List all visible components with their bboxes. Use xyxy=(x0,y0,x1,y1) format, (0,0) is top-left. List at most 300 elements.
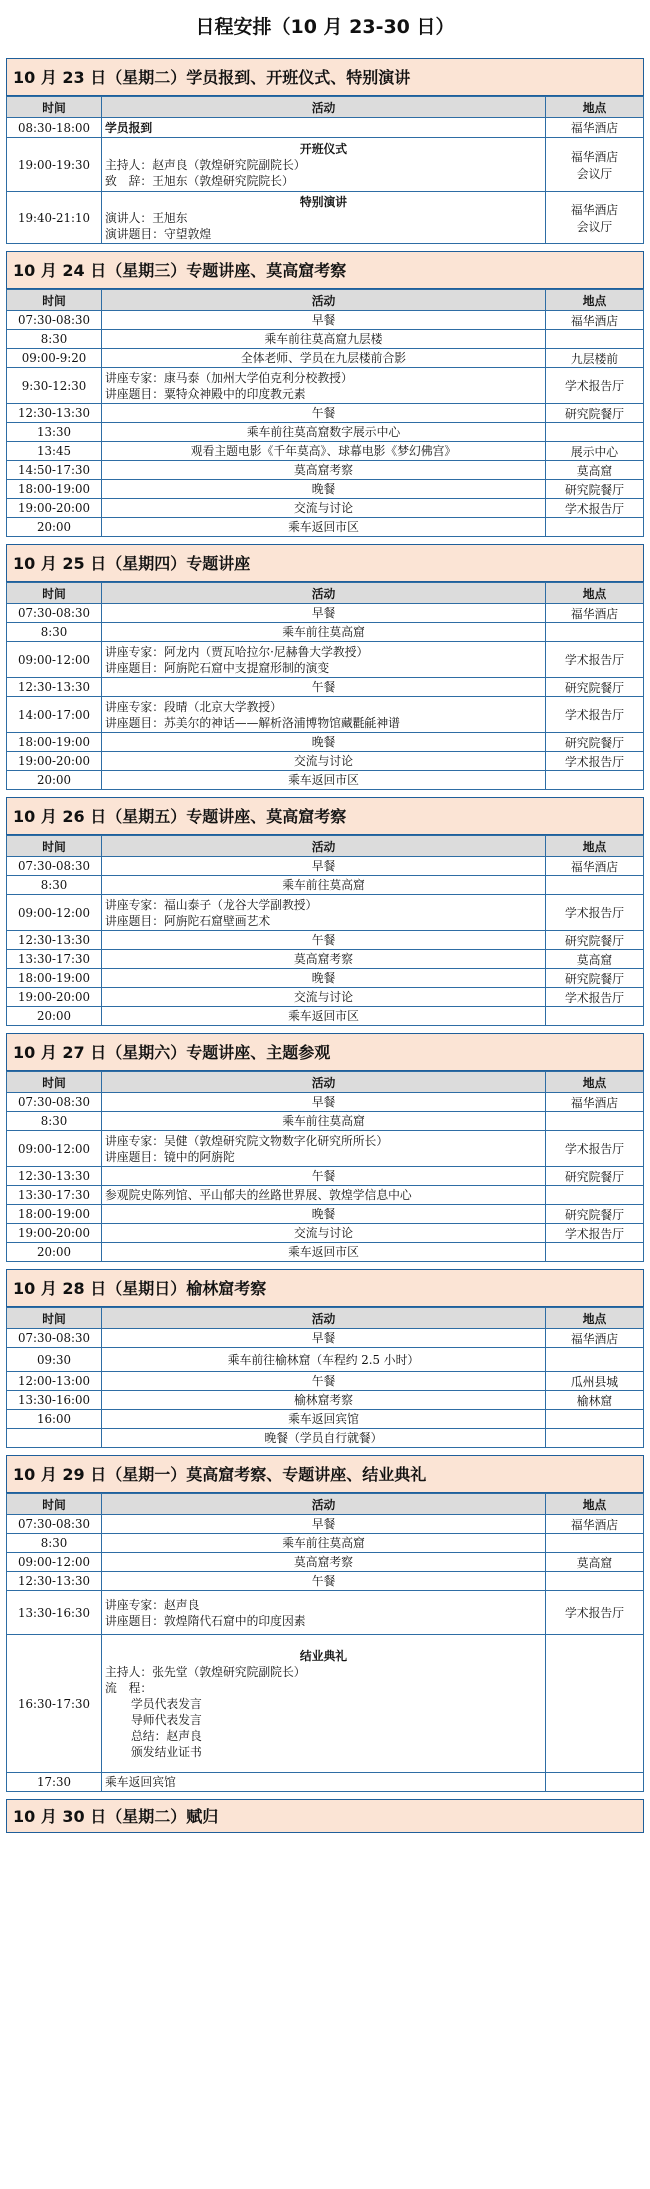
table-row xyxy=(7,1429,644,1448)
location-cell: 研究院餐厅 xyxy=(546,733,644,752)
activity-cell xyxy=(102,1410,546,1429)
activity-line: 交流与讨论 xyxy=(294,990,353,1004)
activity-line: 乘车前往榆林窟（车程约 2.5 小时） xyxy=(227,1352,420,1367)
table-row xyxy=(7,857,644,876)
activity-cell xyxy=(102,1515,546,1534)
location-cell xyxy=(546,1429,644,1448)
day-section xyxy=(6,58,644,244)
activity-cell xyxy=(102,1167,546,1186)
activity-line: 午餐 xyxy=(311,1374,336,1388)
activity-cell xyxy=(102,895,546,931)
activity-line: 午餐 xyxy=(311,933,336,947)
location-cell xyxy=(546,1410,644,1429)
activity-line: 讲座题目：阿旃陀石窟壁画艺术 xyxy=(105,913,271,928)
activity-line: 晚餐 xyxy=(311,482,336,496)
schedule-table xyxy=(6,582,644,790)
time-cell: 8:30 xyxy=(7,623,102,642)
time-cell: 12:00-13:00 xyxy=(7,1372,102,1391)
time-cell: 09:00-12:00 xyxy=(7,1131,102,1167)
activity-line: 交流与讨论 xyxy=(294,754,353,768)
table-row xyxy=(7,118,644,138)
table-row xyxy=(7,876,644,895)
location-header: 地点 xyxy=(546,1494,644,1515)
activity-cell xyxy=(102,1553,546,1572)
activity-line: 全体老师、学员在九层楼前合影 xyxy=(240,351,407,365)
activity-header: 活动 xyxy=(102,290,546,311)
time-cell: 13:30 xyxy=(7,423,102,442)
day-heading: 10 月 23 日（星期二）学员报到、开班仪式、特别演讲 xyxy=(6,58,644,96)
activity-header: 活动 xyxy=(102,1494,546,1515)
schedule-table xyxy=(6,1071,644,1262)
activity-line: 早餐 xyxy=(311,1517,336,1531)
location-cell xyxy=(546,423,644,442)
location-header: 地点 xyxy=(546,290,644,311)
activity-line: 参观院史陈列馆、平山郁夫的丝路世界展、敦煌学信息中心 xyxy=(105,1188,412,1202)
location-cell: 研究院餐厅 xyxy=(546,1205,644,1224)
activity-line: 午餐 xyxy=(311,406,336,420)
activity-line: 早餐 xyxy=(311,859,336,873)
time-cell: 07:30-08:30 xyxy=(7,311,102,330)
activity-header: 活动 xyxy=(102,1308,546,1329)
time-cell: 19:00-19:30 xyxy=(7,138,102,192)
time-cell: 13:30-16:00 xyxy=(7,1391,102,1410)
activity-line: 总结：赵声良 xyxy=(131,1728,202,1743)
activity-cell xyxy=(102,771,546,790)
time-cell: 17:30 xyxy=(7,1773,102,1792)
location-cell: 展示中心 xyxy=(546,442,644,461)
table-header-row xyxy=(7,290,644,311)
location-cell: 研究院餐厅 xyxy=(546,931,644,950)
activity-cell xyxy=(102,1093,546,1112)
activity-cell xyxy=(102,1635,546,1773)
activity-line: 乘车返回宾馆 xyxy=(288,1412,359,1426)
location-cell: 福华酒店 xyxy=(546,118,644,138)
time-cell: 9:30-12:30 xyxy=(7,368,102,404)
activity-cell xyxy=(102,1534,546,1553)
time-cell: 8:30 xyxy=(7,1112,102,1131)
activity-cell xyxy=(102,1112,546,1131)
activity-line: 主持人：张先堂（敦煌研究院副院长） xyxy=(105,1664,306,1679)
time-header: 时间 xyxy=(7,290,102,311)
time-cell: 19:00-20:00 xyxy=(7,988,102,1007)
activity-line: 讲座题目：敦煌隋代石窟中的印度因素 xyxy=(105,1613,306,1628)
activity-line: 早餐 xyxy=(311,1331,336,1345)
table-row xyxy=(7,1007,644,1026)
time-cell: 09:00-9:20 xyxy=(7,349,102,368)
activity-cell xyxy=(102,442,546,461)
activity-cell xyxy=(102,138,546,192)
schedule-table xyxy=(6,1307,644,1448)
location-header: 地点 xyxy=(546,583,644,604)
table-row xyxy=(7,931,644,950)
location-header: 地点 xyxy=(546,836,644,857)
time-cell: 16:00 xyxy=(7,1410,102,1429)
time-cell: 13:30-17:30 xyxy=(7,1186,102,1205)
location-cell: 学术报告厅 xyxy=(546,697,644,733)
table-row xyxy=(7,1131,644,1167)
location-cell: 研究院餐厅 xyxy=(546,1167,644,1186)
time-cell: 12:30-13:30 xyxy=(7,1167,102,1186)
table-row xyxy=(7,1410,644,1429)
day-heading: 10 月 26 日（星期五）专题讲座、莫高窟考察 xyxy=(6,797,644,835)
time-cell: 18:00-19:00 xyxy=(7,480,102,499)
table-header-row xyxy=(7,97,644,118)
location-cell: 研究院餐厅 xyxy=(546,969,644,988)
activity-cell xyxy=(102,1372,546,1391)
activity-cell xyxy=(102,1591,546,1635)
time-cell: 20:00 xyxy=(7,1243,102,1262)
location-cell xyxy=(546,1243,644,1262)
activity-header: 活动 xyxy=(102,1072,546,1093)
table-row xyxy=(7,1329,644,1348)
table-row xyxy=(7,499,644,518)
activity-line: 交流与讨论 xyxy=(294,1226,353,1240)
day-section xyxy=(6,797,644,1026)
time-cell: 09:00-12:00 xyxy=(7,895,102,931)
table-row xyxy=(7,1534,644,1553)
location-cell: 福华酒店 会议厅 xyxy=(546,138,644,192)
activity-line: 主持人：赵声良（敦煌研究院副院长） xyxy=(105,157,306,172)
time-cell xyxy=(7,1429,102,1448)
schedule-table xyxy=(6,96,644,244)
time-cell: 8:30 xyxy=(7,876,102,895)
table-row xyxy=(7,697,644,733)
activity-header: 活动 xyxy=(102,97,546,118)
table-row xyxy=(7,752,644,771)
activity-line: 讲座题目：阿旃陀石窟中支提窟形制的演变 xyxy=(105,660,330,675)
location-cell: 福华酒店 xyxy=(546,311,644,330)
location-cell xyxy=(546,1534,644,1553)
location-cell: 学术报告厅 xyxy=(546,1591,644,1635)
location-cell xyxy=(546,1186,644,1205)
location-cell xyxy=(546,1112,644,1131)
time-cell: 20:00 xyxy=(7,771,102,790)
activity-header: 活动 xyxy=(102,583,546,604)
time-header: 时间 xyxy=(7,1072,102,1093)
schedule-table xyxy=(6,289,644,537)
activity-line: 乘车前往莫高窟 xyxy=(282,1114,365,1128)
activity-cell xyxy=(102,733,546,752)
activity-cell xyxy=(102,192,546,244)
time-cell: 13:30-17:30 xyxy=(7,950,102,969)
location-cell: 福华酒店 xyxy=(546,857,644,876)
time-cell: 09:00-12:00 xyxy=(7,642,102,678)
table-row xyxy=(7,1572,644,1591)
location-cell xyxy=(546,1007,644,1026)
activity-line: 致 辞：王旭东（敦煌研究院院长） xyxy=(105,173,294,188)
activity-line: 午餐 xyxy=(311,680,336,694)
table-row xyxy=(7,1224,644,1243)
activity-cell xyxy=(102,518,546,537)
activity-cell xyxy=(102,349,546,368)
activity-cell xyxy=(102,988,546,1007)
table-row xyxy=(7,771,644,790)
table-header-row xyxy=(7,583,644,604)
table-row xyxy=(7,1515,644,1534)
time-cell: 12:30-13:30 xyxy=(7,931,102,950)
activity-cell xyxy=(102,604,546,623)
activity-line: 乘车前往莫高窟 xyxy=(282,878,365,892)
day-heading-final: 10 月 30 日（星期二）赋归 xyxy=(6,1799,644,1833)
activity-line: 观看主题电影《千年莫高》、球幕电影《梦幻佛宫》 xyxy=(190,444,457,458)
table-row xyxy=(7,423,644,442)
location-cell: 福华酒店 xyxy=(546,604,644,623)
activity-cell xyxy=(102,1243,546,1262)
time-cell: 18:00-19:00 xyxy=(7,733,102,752)
day-section xyxy=(6,1033,644,1262)
table-row xyxy=(7,1112,644,1131)
table-row xyxy=(7,1553,644,1572)
location-cell xyxy=(546,518,644,537)
table-row xyxy=(7,1348,644,1372)
table-header-row xyxy=(7,836,644,857)
location-cell xyxy=(546,1635,644,1773)
day-heading: 10 月 25 日（星期四）专题讲座 xyxy=(6,544,644,582)
location-cell xyxy=(546,1572,644,1591)
table-row xyxy=(7,895,644,931)
location-cell: 莫高窟 xyxy=(546,950,644,969)
activity-line: 特别演讲 xyxy=(299,194,348,209)
activity-cell xyxy=(102,480,546,499)
location-cell: 福华酒店 会议厅 xyxy=(546,192,644,244)
activity-cell xyxy=(102,969,546,988)
table-row xyxy=(7,733,644,752)
time-cell: 12:30-13:30 xyxy=(7,1572,102,1591)
activity-cell xyxy=(102,1329,546,1348)
time-cell: 20:00 xyxy=(7,518,102,537)
activity-cell xyxy=(102,623,546,642)
activity-cell xyxy=(102,1007,546,1026)
time-cell: 07:30-08:30 xyxy=(7,604,102,623)
table-row xyxy=(7,461,644,480)
time-cell: 18:00-19:00 xyxy=(7,969,102,988)
table-row xyxy=(7,442,644,461)
table-row xyxy=(7,678,644,697)
location-cell: 莫高窟 xyxy=(546,1553,644,1572)
activity-line: 讲座题目：镜中的阿旃陀 xyxy=(105,1149,235,1164)
activity-cell xyxy=(102,404,546,423)
activity-line: 乘车返回市区 xyxy=(288,520,359,534)
activity-line: 学员代表发言 xyxy=(131,1696,202,1711)
location-cell xyxy=(546,1348,644,1372)
activity-line: 讲座专家：康马泰（加州大学伯克利分校教授） xyxy=(105,370,353,385)
time-cell: 09:30 xyxy=(7,1348,102,1372)
day-section xyxy=(6,1269,644,1448)
time-cell: 07:30-08:30 xyxy=(7,1093,102,1112)
activity-cell xyxy=(102,642,546,678)
location-cell: 福华酒店 xyxy=(546,1329,644,1348)
time-cell: 12:30-13:30 xyxy=(7,404,102,423)
activity-line: 午餐 xyxy=(311,1169,336,1183)
activity-line: 讲座题目：苏美尔的神话——解析洛浦博物馆藏氍毹神谱 xyxy=(105,715,400,730)
time-header: 时间 xyxy=(7,1308,102,1329)
location-cell: 瓜州县城 xyxy=(546,1372,644,1391)
table-row xyxy=(7,1167,644,1186)
activity-line: 晚餐 xyxy=(311,735,336,749)
location-header: 地点 xyxy=(546,1308,644,1329)
activity-cell xyxy=(102,461,546,480)
activity-cell xyxy=(102,1429,546,1448)
table-row xyxy=(7,604,644,623)
time-cell: 19:40-21:10 xyxy=(7,192,102,244)
location-cell xyxy=(546,623,644,642)
time-cell: 8:30 xyxy=(7,1534,102,1553)
activity-cell xyxy=(102,1391,546,1410)
activity-line: 颁发结业证书 xyxy=(131,1744,202,1759)
table-row xyxy=(7,1773,644,1792)
activity-line: 结业典礼 xyxy=(299,1648,348,1663)
activity-line: 莫高窟考察 xyxy=(294,1555,353,1569)
page-title: 日程安排（10 月 23-30 日） xyxy=(195,16,455,38)
location-header: 地点 xyxy=(546,97,644,118)
activity-cell xyxy=(102,752,546,771)
activity-cell xyxy=(102,1131,546,1167)
location-cell: 学术报告厅 xyxy=(546,752,644,771)
location-cell: 莫高窟 xyxy=(546,461,644,480)
location-cell: 学术报告厅 xyxy=(546,1224,644,1243)
schedule-table xyxy=(6,835,644,1026)
time-cell: 18:00-19:00 xyxy=(7,1205,102,1224)
day-heading: 10 月 29 日（星期一）莫高窟考察、专题讲座、结业典礼 xyxy=(6,1455,644,1493)
table-row xyxy=(7,1372,644,1391)
location-cell: 榆林窟 xyxy=(546,1391,644,1410)
activity-line: 交流与讨论 xyxy=(294,501,353,515)
activity-cell xyxy=(102,950,546,969)
day-heading: 10 月 27 日（星期六）专题讲座、主题参观 xyxy=(6,1033,644,1071)
activity-line: 演讲题目：守望敦煌 xyxy=(105,226,212,241)
table-row xyxy=(7,1205,644,1224)
table-row xyxy=(7,969,644,988)
time-cell: 13:30-16:30 xyxy=(7,1591,102,1635)
time-header: 时间 xyxy=(7,583,102,604)
location-cell xyxy=(546,876,644,895)
time-cell: 07:30-08:30 xyxy=(7,857,102,876)
activity-cell xyxy=(102,857,546,876)
activity-cell xyxy=(102,368,546,404)
activity-cell xyxy=(102,1572,546,1591)
activity-line: 乘车返回市区 xyxy=(288,773,359,787)
location-header: 地点 xyxy=(546,1072,644,1093)
activity-header: 活动 xyxy=(102,836,546,857)
location-cell xyxy=(546,771,644,790)
activity-cell xyxy=(102,931,546,950)
activity-line: 乘车返回市区 xyxy=(288,1245,359,1259)
activity-cell xyxy=(102,118,546,138)
activity-line: 导师代表发言 xyxy=(131,1712,202,1727)
activity-line: 开班仪式 xyxy=(299,141,348,156)
activity-cell xyxy=(102,1205,546,1224)
location-cell: 九层楼前 xyxy=(546,349,644,368)
schedule-table xyxy=(6,1493,644,1792)
table-row xyxy=(7,518,644,537)
activity-line: 榆林窟考察 xyxy=(294,1393,353,1407)
activity-line: 乘车前往莫高窟 xyxy=(282,625,365,639)
activity-line: 乘车前往莫高窟 xyxy=(282,1536,365,1550)
location-cell: 学术报告厅 xyxy=(546,1131,644,1167)
location-cell: 学术报告厅 xyxy=(546,895,644,931)
time-cell: 14:50-17:30 xyxy=(7,461,102,480)
table-row xyxy=(7,623,644,642)
time-cell: 19:00-20:00 xyxy=(7,752,102,771)
day-section xyxy=(6,251,644,537)
activity-line: 流 程： xyxy=(105,1680,153,1695)
activity-cell xyxy=(102,678,546,697)
table-row xyxy=(7,1243,644,1262)
day-section xyxy=(6,1455,644,1792)
activity-line: 晚餐（学员自行就餐） xyxy=(264,1431,383,1445)
time-header: 时间 xyxy=(7,836,102,857)
activity-line: 学员报到 xyxy=(105,120,153,135)
time-header: 时间 xyxy=(7,97,102,118)
activity-line: 晚餐 xyxy=(311,971,336,985)
time-cell: 19:00-20:00 xyxy=(7,1224,102,1243)
activity-line: 讲座专家：段晴（北京大学教授） xyxy=(105,699,282,714)
table-row xyxy=(7,349,644,368)
table-row xyxy=(7,330,644,349)
activity-line: 早餐 xyxy=(311,1095,336,1109)
table-row xyxy=(7,368,644,404)
activity-cell xyxy=(102,1186,546,1205)
table-row xyxy=(7,138,644,192)
table-row xyxy=(7,950,644,969)
activity-cell xyxy=(102,423,546,442)
time-cell: 07:30-08:30 xyxy=(7,1329,102,1348)
activity-line: 莫高窟考察 xyxy=(294,463,353,477)
location-cell: 学术报告厅 xyxy=(546,368,644,404)
table-row xyxy=(7,480,644,499)
time-cell: 13:45 xyxy=(7,442,102,461)
table-row xyxy=(7,1591,644,1635)
activity-line: 早餐 xyxy=(311,313,336,327)
activity-cell xyxy=(102,499,546,518)
location-cell: 学术报告厅 xyxy=(546,988,644,1007)
location-cell xyxy=(546,1773,644,1792)
time-cell: 16:30-17:30 xyxy=(7,1635,102,1773)
time-cell: 08:30-18:00 xyxy=(7,118,102,138)
activity-line: 乘车返回市区 xyxy=(288,1009,359,1023)
activity-line: 乘车前往莫高窟数字展示中心 xyxy=(246,425,401,439)
day-heading: 10 月 28 日（星期日）榆林窟考察 xyxy=(6,1269,644,1307)
activity-cell xyxy=(102,1348,546,1372)
activity-cell xyxy=(102,1773,546,1792)
activity-line: 讲座题目：粟特众神殿中的印度教元素 xyxy=(105,386,306,401)
table-row xyxy=(7,1391,644,1410)
table-header-row xyxy=(7,1308,644,1329)
activity-cell xyxy=(102,876,546,895)
activity-cell xyxy=(102,697,546,733)
table-row xyxy=(7,1093,644,1112)
time-cell: 8:30 xyxy=(7,330,102,349)
activity-line: 午餐 xyxy=(311,1574,336,1588)
table-header-row xyxy=(7,1072,644,1093)
activity-line: 演讲人：王旭东 xyxy=(105,210,188,225)
table-header-row xyxy=(7,1494,644,1515)
activity-line: 莫高窟考察 xyxy=(294,952,353,966)
day-heading: 10 月 24 日（星期三）专题讲座、莫高窟考察 xyxy=(6,251,644,289)
table-row xyxy=(7,311,644,330)
time-cell: 12:30-13:30 xyxy=(7,678,102,697)
time-cell: 19:00-20:00 xyxy=(7,499,102,518)
location-cell: 研究院餐厅 xyxy=(546,404,644,423)
activity-line: 讲座专家：吴健（敦煌研究院文物数字化研究所所长） xyxy=(105,1133,389,1148)
activity-line: 讲座专家：福山泰子（龙谷大学副教授） xyxy=(105,897,318,912)
location-cell: 研究院餐厅 xyxy=(546,480,644,499)
table-row xyxy=(7,1635,644,1773)
time-cell: 20:00 xyxy=(7,1007,102,1026)
schedule-container xyxy=(6,58,644,1833)
time-cell: 14:00-17:00 xyxy=(7,697,102,733)
activity-line: 早餐 xyxy=(311,606,336,620)
